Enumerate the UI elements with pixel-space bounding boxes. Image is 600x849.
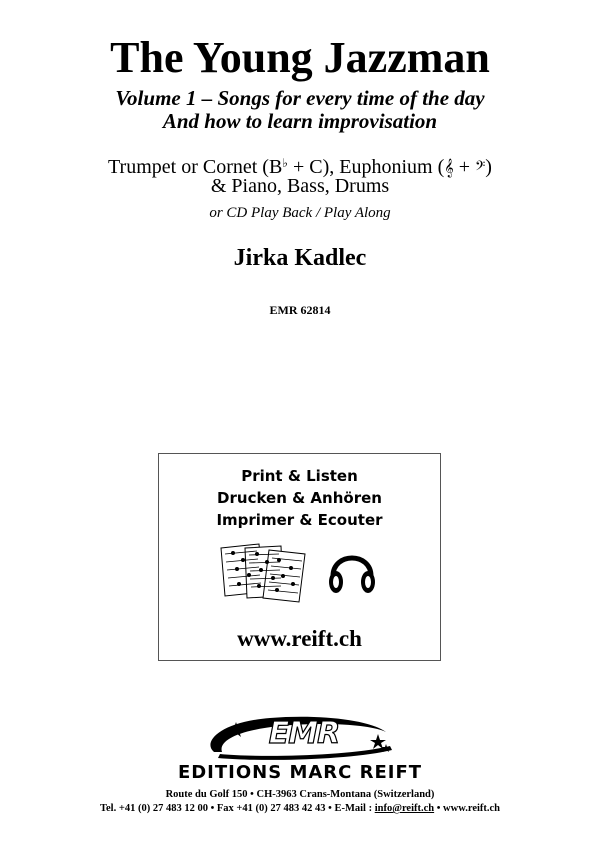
instrumentation-line-2: & Piano, Bass, Drums bbox=[210, 175, 390, 197]
publisher-address: Route du Golf 150 • CH-3963 Crans-Montana (Switzerland) bbox=[165, 789, 435, 800]
trumpet-label: Trumpet or Cornet (B bbox=[108, 156, 283, 178]
email-link[interactable]: info@reift.ch bbox=[374, 803, 435, 814]
plus-sign: + bbox=[453, 156, 475, 178]
bass-clef-icon: 𝄢 bbox=[475, 158, 486, 177]
subtitle-line-1: Volume 1 – Songs for every time of the day bbox=[115, 86, 485, 110]
sheet-music-icon bbox=[219, 542, 311, 604]
footer-website: • www.reift.ch bbox=[434, 803, 501, 814]
print-listen-en: Print & Listen bbox=[241, 467, 358, 485]
subtitle-line-2: And how to learn improvisation bbox=[162, 109, 438, 133]
catalog-number: EMR 62814 bbox=[269, 303, 331, 317]
flat-symbol: ♭ bbox=[282, 156, 288, 170]
composer-name: Jirka Kadlec bbox=[233, 245, 367, 271]
publisher-contact bbox=[0, 802, 600, 816]
closing-paren: ) bbox=[485, 156, 492, 178]
headphones-icon bbox=[327, 546, 377, 598]
euphonium-label: + C), Euphonium ( bbox=[287, 156, 445, 178]
website-link[interactable]: www.reift.ch bbox=[237, 626, 362, 651]
cd-note: or CD Play Back / Play Along bbox=[209, 205, 391, 221]
emr-logo-text: EMR bbox=[268, 716, 340, 751]
print-listen-de: Drucken & Anhören bbox=[217, 489, 382, 507]
title: The Young Jazzman bbox=[110, 33, 490, 82]
publisher-name: EDITIONS MARC REIFT bbox=[177, 762, 423, 783]
phone-fax: Tel. +41 (0) 27 483 12 00 • Fax +41 (0) 27 483 42 43 • E-Mail : bbox=[99, 803, 375, 814]
print-listen-fr: Imprimer & Ecouter bbox=[216, 511, 383, 529]
print-listen-box bbox=[158, 453, 441, 661]
treble-clef-icon: 𝄞 bbox=[444, 158, 454, 177]
